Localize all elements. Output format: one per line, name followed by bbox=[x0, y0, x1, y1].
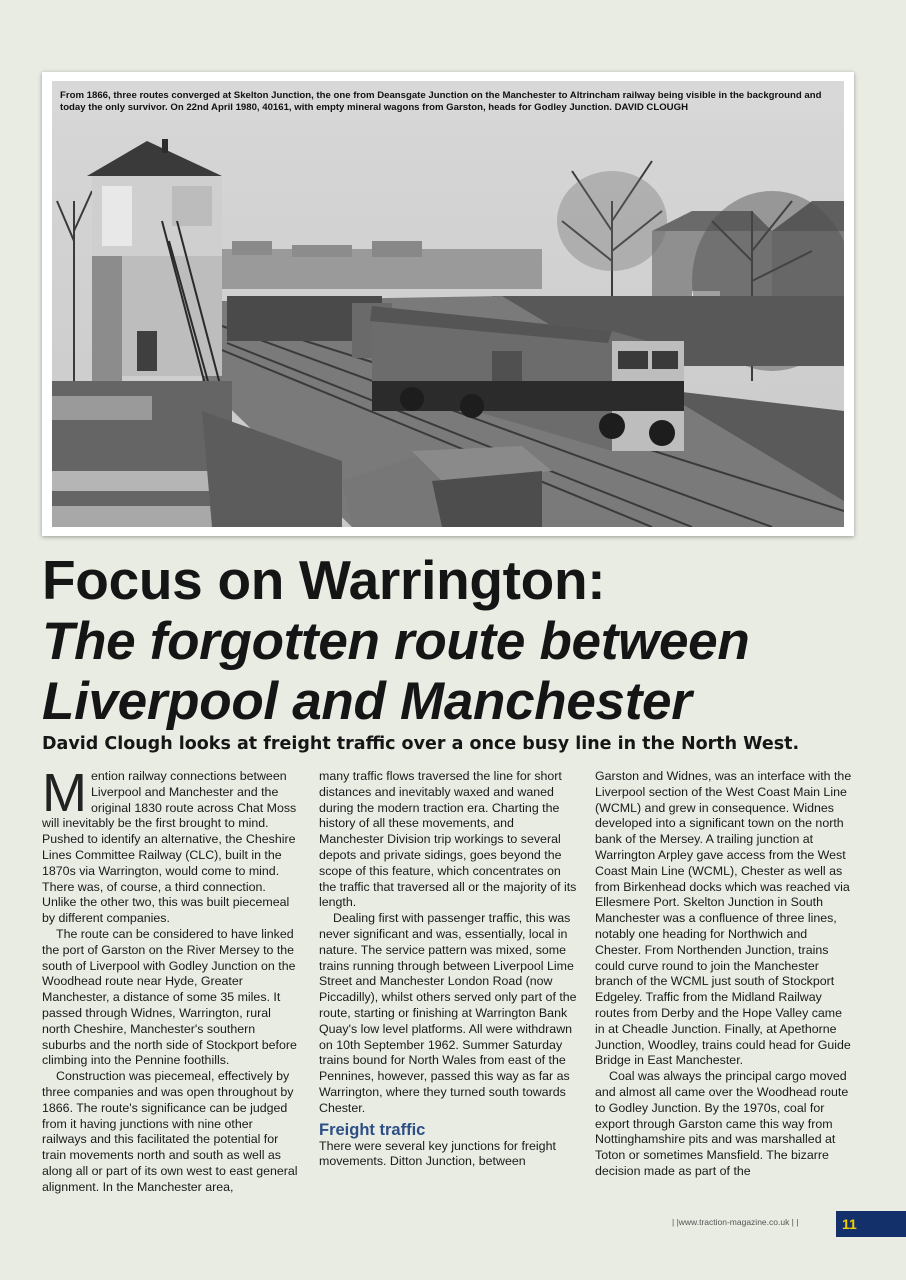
photo-caption: From 1866, three routes converged at Skelton Junction, the one from Deansgate Junction on the Manchester to Altrincham railway being visible in the background and today the only survivor. On 22nd April 1980, 40161, with empty mineral wagons from Garston, heads for Godley Junction. DAVID CLOUGH bbox=[60, 90, 822, 113]
drop-cap: M bbox=[42, 763, 87, 823]
paragraph: many traffic flows traversed the line for short distances and inevitably waxed and waned during the modern traction era. Charting the history of all these movements, and Manchester Division trip workings to several depots and private sidings, goes beyond the scope of this feature, which concentrates on the traffic that traversed all or the majority of its length. bbox=[319, 769, 577, 910]
page-number: 11 bbox=[836, 1211, 906, 1237]
article-subtitle-line-1: The forgotten route between bbox=[42, 612, 750, 671]
article-title: Focus on Warrington: bbox=[42, 549, 606, 611]
paragraph: Construction was piecemeal, effectively by three companies and was open throughout by 1866. The route's significance can be judged from it having junctions with nine other railways and this facilitated the potential for train movements north and south as well as along all or part of its own west to east general alignment. In the Manchester area, bbox=[42, 1069, 298, 1194]
footer-url[interactable]: | |www.traction-magazine.co.uk | | bbox=[672, 1217, 799, 1227]
locomotive-photo bbox=[52, 81, 844, 527]
photo-frame bbox=[42, 72, 854, 536]
paragraph: There were several key junctions for freight movements. Ditton Junction, between bbox=[319, 1138, 556, 1169]
standfirst: David Clough looks at freight traffic over a once busy line in the North West. bbox=[42, 734, 800, 754]
article-subtitle bbox=[42, 612, 882, 732]
column-3 bbox=[595, 769, 853, 1180]
paragraph: Garston and Widnes, was an interface with the Liverpool section of the West Coast Main Line (WCML) and grew in consequence. Widnes developed into a significant town on the north bank of the Mersey. A trailing junction at Warrington Arpley gave access from the West Coast Main Line (WCML), Chester as well as from Birkenhead docks which was reached via Ellesmere Port. Skelton Junction in South Manchester was a confluence of three lines, notably one heading for Northwich and Chester. From Northenden Junction, trains could curve round to join the Manchester branch of the WCML just south of Stockport Edgeley. Traffic from the Midland Railway routes from Derby and the Hope Valley came in at Cheadle Junction. Finally, at Apethorne Junction, Woodley, trains could head for Guide Bridge in East Manchester. bbox=[595, 769, 852, 1068]
paragraph: Dealing first with passenger traffic, this was never significant and was, essentially, local in nature. The service pattern was mixed, some trains running through between Liverpool Lime Street and Manchester London Road (now Piccadilly), whilst others served only part of the route, starting or finishing at Warrington Bank Quay's low level platforms. All were withdrawn on 10th September 1962. Summer Saturday trains bound for North Wales from east of the Pennines, however, passed this way as far as Warrington, where they turned south towards Chester. bbox=[319, 911, 577, 1115]
paragraph: The route can be considered to have linked the port of Garston on the River Mersey to the south of Liverpool with Godley Junction on the Woodhead route near Hyde, Greater Manchester, a distance of some 35 miles. It passed through Widnes, Warrington, rural north Cheshire, Manchester's southern suburbs and the north side of Stockport before climbing into the Pennine foothills. bbox=[42, 926, 297, 1068]
photo-illustration bbox=[52, 81, 844, 527]
section-heading: Freight traffic bbox=[319, 1120, 426, 1139]
article-subtitle-line-2: Liverpool and Manchester bbox=[42, 672, 692, 731]
column-2 bbox=[319, 769, 577, 1170]
paragraph-text: ention railway connections between Liverpool and Manchester and the original 1830 route across Chat Moss will inevitably be the first brought to mind. Pushed to identify an alternative, the Cheshire Lines Committee Railway (CLC), built in the 1870s via Warrington, would come to mind. There was, of course, a third connection. Unlike the other two, this was built piecemeal by different companies. bbox=[42, 769, 297, 926]
paragraph: Coal was always the principal cargo moved and almost all came over the Woodhead route to Godley Junction. By the 1970s, coal for export through Garston came this way from Nottinghamshire pits and was marshalled at Toton or sometimes Mansfield. The bizarre decision made as part of the bbox=[595, 1069, 849, 1178]
column-1 bbox=[42, 763, 300, 1196]
paragraph bbox=[42, 763, 300, 927]
